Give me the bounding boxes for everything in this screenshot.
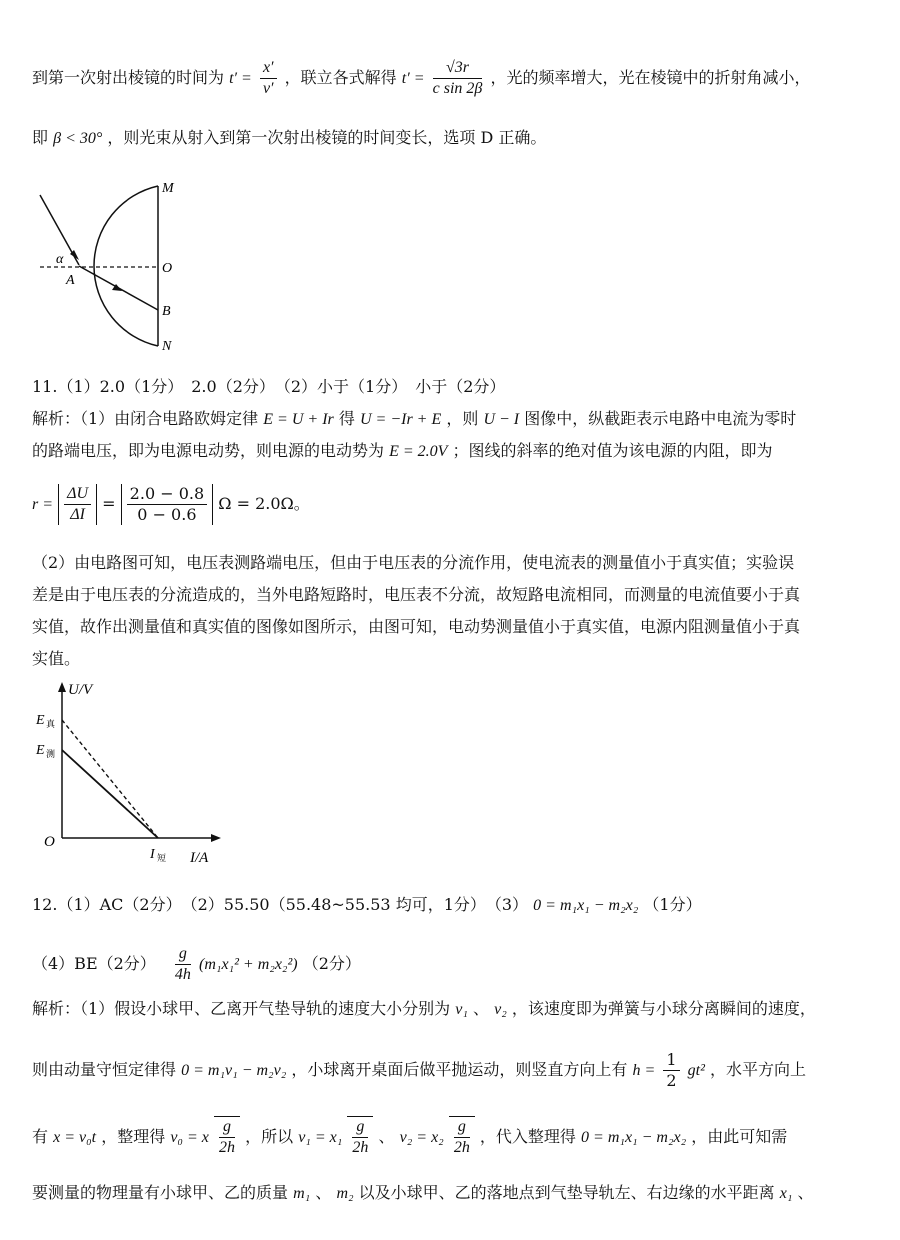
text-line-1: 到第一次射出棱镜的时间为 t′ = $\frac{x'}{v'}$ ，联立各式解得 t′ = $\frac{√3r}{\text{c sin 2β}}$ ，光的频率增大，光在棱镜中的折射角减小， (32, 59, 811, 97)
formula: (m₁x₁² + m₂x₂²) (199, 956, 298, 973)
formula: t′ = (229, 70, 252, 87)
i-short-label: I (150, 847, 155, 862)
text: （1分） (643, 895, 702, 914)
q11-paragraph-2-line-3: 实值，故作出测量值和真实值的图像如图所示，由图可知，电动势测量值小于真实值，电源内阻测量值小于真 (32, 617, 801, 636)
text-line-2 (32, 127, 876, 150)
absolute-value (121, 484, 213, 525)
label-O: O (162, 261, 173, 276)
text: 到第一次射出棱镜的时间为 (32, 68, 225, 87)
text: ，光的频率增大，光在棱镜中的折射角减小， (490, 68, 811, 87)
q12-answer-line-1 (32, 894, 876, 917)
q12-analysis-line-2 (32, 1050, 876, 1091)
label-M: M (162, 181, 174, 196)
text: 以及小球甲、乙的落地点到气垫导轨左、右边缘的水平距离 (358, 1183, 775, 1202)
text: ，则 (446, 409, 479, 428)
text: 解析：（1）假设小球甲、乙离开气垫导轨的速度大小分别为 (32, 999, 451, 1018)
text: 、 (378, 1127, 395, 1146)
formula: 0 = m₁v₁ − m₂v₂ (181, 1062, 287, 1079)
formula: r = (32, 496, 54, 513)
label-B: B (162, 304, 171, 319)
e-measured-subscript: 测 (46, 749, 56, 759)
q12-answer-line-2 (32, 944, 876, 985)
e-true-label: E (36, 713, 45, 728)
text: 有 (32, 1127, 49, 1146)
q11-answer: 11.（1）2.0（1分） 2.0（2分） （2）小于（1分） 小于（2分） (32, 377, 506, 396)
formula: U = −Ir + E (359, 411, 442, 428)
q11-paragraph-2-line-2: 差是由于电压表的分流造成的，当外电路短路时，电压表不分流，故短路电流相同，而测量的电流值要小于真 (32, 585, 801, 604)
i-short-subscript: 短 (157, 853, 167, 863)
label-N: N (162, 339, 172, 354)
denominator: 0 − 0.6 (137, 505, 197, 524)
q11-analysis-line-2 (32, 440, 876, 463)
text: ，则光束从射入到第一次射出棱镜的时间变长，选项 D 正确。 (107, 128, 547, 147)
u-i-graph (30, 678, 230, 868)
fraction (663, 1050, 679, 1091)
origin-label: O (44, 834, 55, 850)
fraction (175, 944, 191, 985)
q12-analysis-line-1 (32, 998, 876, 1021)
text: 即 (32, 128, 49, 147)
numerator: √3r (433, 58, 483, 79)
e-measured-label: E (36, 743, 45, 758)
q11-internal-resistance-formula (32, 484, 876, 525)
equals-sign: = (102, 494, 116, 513)
denominator: v′ (262, 80, 274, 97)
formula: v₂ (494, 1001, 507, 1018)
q11-analysis-line-1 (32, 408, 876, 431)
text: ；图线的斜率的绝对值为该电源的内阻，即为 (452, 441, 773, 460)
text: （2分） (302, 954, 361, 973)
label-A: A (66, 273, 75, 288)
text: 、 (315, 1183, 332, 1202)
numerator: 2.0 − 0.8 (127, 484, 207, 505)
text: ，小球离开桌面后做平抛运动，则竖直方向上有 (291, 1060, 628, 1079)
formula: Ω = 2.0Ω。 (218, 494, 310, 513)
formula: U − I (483, 411, 520, 428)
formula: v₁ = x₁ (298, 1129, 343, 1146)
x-axis-label: I/A (190, 850, 209, 866)
text: 12.（1）AC（2分） （2）55.50（55.48~55.53 均可，1分） （3） (32, 895, 529, 914)
prism-diagram (30, 180, 190, 355)
fraction (260, 58, 277, 99)
formula: E = U + Ir (263, 411, 334, 428)
text: 要测量的物理量有小球甲、乙的质量 (32, 1183, 289, 1202)
numerator: g (175, 944, 191, 965)
e-true-subscript: 真 (46, 719, 56, 729)
q12-analysis-line-3: 有 x = v₀t ，整理得 v₀ = x $\frac{g}{2h}$ ，所以 v₁ = x₁ $\frac{g}{2h}$ 、 v₂ = x₂ $\frac{g}{2h}$ ，代入整理得 0 = m₁x₁ − m₂x₂ ，由此可知需 (32, 1118, 788, 1156)
denominator: ΔI (70, 506, 85, 523)
absolute-value (58, 484, 97, 525)
formula: h = (632, 1062, 656, 1079)
numerator: x′ (260, 58, 277, 79)
formula: m₂ (336, 1185, 354, 1202)
formula: v₂ = x₂ (399, 1129, 444, 1146)
text: 图像中，纵截距表示电路中电流为零时 (524, 409, 797, 428)
fraction (433, 58, 483, 99)
formula: v₀ = x (170, 1129, 209, 1146)
q11-paragraph-2-line-1: （2）由电路图可知，电压表测路端电压，但由于电压表的分流作用，使电流表的测量值小于真实值；实验误 (32, 553, 795, 572)
text: 、 (797, 1183, 814, 1202)
formula: gt² (687, 1062, 705, 1079)
numerator: g (219, 1117, 235, 1138)
text: 解析：（1）由闭合电路欧姆定律 (32, 409, 259, 428)
text: 得 (338, 409, 355, 428)
denominator: c sin 2β (432, 80, 483, 97)
text: ，水平方向上 (709, 1060, 806, 1079)
numerator: 1 (663, 1050, 679, 1071)
text: ，该速度即为弹簧与小球分离瞬间的速度， (511, 999, 816, 1018)
text: 则由动量守恒定律得 (32, 1060, 177, 1079)
formula: 0 = m₁x₁ − m₂x₂ (533, 897, 639, 914)
numerator: ΔU (64, 484, 91, 505)
text: ，联立各式解得 (284, 68, 397, 87)
text: ，由此可知需 (691, 1127, 788, 1146)
formula: x₁ (779, 1185, 793, 1202)
formula: m₁ (293, 1185, 311, 1202)
formula: 0 = m₁x₁ − m₂x₂ (581, 1129, 687, 1146)
q12-analysis-line-4 (32, 1182, 876, 1205)
formula: v₁ (455, 1001, 468, 1018)
formula: E = 2.0V (389, 443, 448, 460)
denominator: 2 (666, 1071, 677, 1090)
denominator: 2h (218, 1139, 235, 1156)
denominator: 4h (174, 966, 191, 983)
text: 、 (473, 999, 490, 1018)
text: ，所以 (245, 1127, 294, 1146)
formula: x = v₀t (53, 1129, 97, 1146)
formula: β < 30° (53, 130, 103, 147)
text: 的路端电压，即为电源电动势，则电源的电动势为 (32, 441, 385, 460)
text: ，整理得 (101, 1127, 166, 1146)
q11-paragraph-2-line-4: 实值。 (32, 649, 81, 668)
text: （4）BE（2分） (32, 954, 156, 973)
text: ，代入整理得 (479, 1127, 576, 1146)
y-axis-label: U/V (68, 682, 93, 698)
label-alpha: α (56, 252, 64, 267)
